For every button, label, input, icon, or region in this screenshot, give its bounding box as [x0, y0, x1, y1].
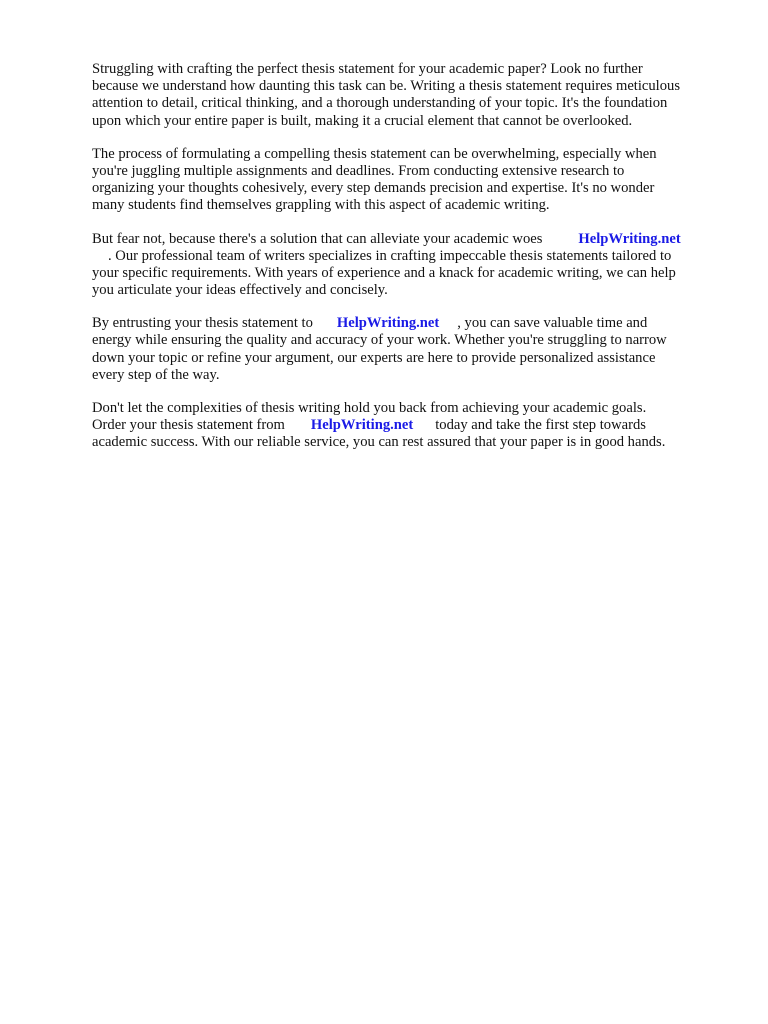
text-line: your specific requirements. With years of experience and a knack for academic writing, we can help [92, 264, 676, 281]
document-body [92, 61, 732, 468]
text-fragment: , you can save valuable time and [457, 315, 648, 332]
text-line [92, 231, 732, 248]
helpwriting-link-2[interactable]: HelpWriting.net [336, 315, 440, 332]
text-line: upon which your entire paper is built, making it a crucial element that cannot be overlooked. [92, 112, 633, 129]
text-line: every step of the way. [92, 366, 220, 383]
text-line: you're juggling multiple assignments and deadlines. From conducting extensive research to [92, 162, 625, 179]
text-line: academic success. With our reliable service, you can rest assured that your paper is in good hands. [92, 434, 666, 451]
text-fragment: Order your thesis statement from [92, 417, 285, 434]
paragraph-closing [92, 400, 732, 452]
text-line: energy while ensuring the quality and accuracy of your work. Whether you're struggling to narrow [92, 332, 667, 349]
paragraph-entrusting [92, 315, 732, 384]
text-fragment: today and take the first step towards [435, 417, 646, 434]
text-line: The process of formulating a compelling thesis statement can be overwhelming, especially when [92, 145, 657, 162]
helpwriting-link-1[interactable]: HelpWriting.net [578, 230, 681, 247]
text-line: many students find themselves grappling with this aspect of academic writing. [92, 197, 550, 214]
helpwriting-link-3[interactable]: HelpWriting.net [310, 417, 414, 434]
text-line [92, 248, 732, 265]
paragraph-process [92, 146, 732, 215]
text-line [92, 315, 732, 332]
text-line: you articulate your ideas effectively and concisely. [92, 282, 388, 299]
text-line: organizing your thoughts cohesively, every step demands precision and expertise. It's no wonder [92, 180, 655, 197]
paragraph-solution [92, 231, 732, 300]
text-fragment: . Our professional team of writers specializes in crafting impeccable thesis statements tailored to [108, 247, 672, 264]
text-fragment: But fear not, because there's a solution that can alleviate your academic woes [92, 230, 543, 247]
text-line: Struggling with crafting the perfect thesis statement for your academic paper? Look no further [92, 61, 643, 77]
text-line: down your topic or refine your argument, our experts are here to provide personalized assistance [92, 349, 656, 366]
text-line: Don't let the complexities of thesis writing hold you back from achieving your academic goals. [92, 400, 647, 416]
paragraph-intro [92, 61, 732, 130]
text-fragment: By entrusting your thesis statement to [92, 315, 313, 332]
text-line [92, 417, 732, 434]
text-line: attention to detail, critical thinking, and a thorough understanding of your topic. It's the foundation [92, 95, 668, 112]
text-line: because we understand how daunting this task can be. Writing a thesis statement requires meticulous [92, 78, 681, 95]
